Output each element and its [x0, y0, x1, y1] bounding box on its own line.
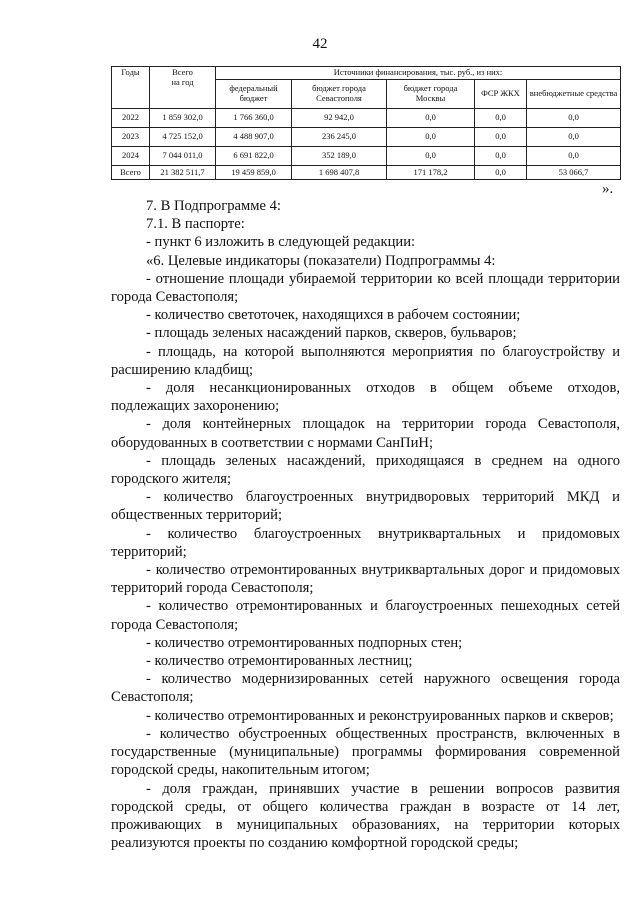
- table-total-row: [112, 166, 621, 180]
- cell-extra: 0,0: [527, 128, 621, 147]
- cell-extra: 0,0: [527, 109, 621, 128]
- paragraph: - доля контейнерных площадок на территории города Севастополя, оборудованных в соответствии с нормами СанПиН;: [111, 416, 620, 451]
- page-number: 42: [312, 36, 328, 52]
- cell-federal: 6 691 822,0: [216, 147, 292, 166]
- paragraph: - количество модернизированных сетей наружного освещения города Севастополя;: [111, 671, 620, 706]
- cell-federal: 1 766 360,0: [216, 109, 292, 128]
- cell-year: 2023: [112, 128, 150, 147]
- cell-extra: 53 066,7: [527, 166, 621, 180]
- cell-moscow: 0,0: [387, 147, 475, 166]
- table-row: [112, 109, 621, 128]
- cell-sevastopol: 1 698 407,8: [292, 166, 387, 180]
- paragraph: 7.1. В паспорте:: [146, 216, 245, 233]
- cell-year: 2022: [112, 109, 150, 128]
- cell-fsr: 0,0: [475, 147, 527, 166]
- table-header-row: [112, 67, 621, 80]
- cell-sevastopol: 352 189,0: [292, 147, 387, 166]
- paragraph: - количество отремонтированных и реконструированных парков и скверов;: [146, 707, 614, 724]
- subheader-federal: федеральный бюджет: [216, 80, 292, 109]
- cell-year: Всего: [112, 166, 150, 180]
- paragraph: - пункт 6 изложить в следующей редакции:: [146, 234, 416, 251]
- cell-total: 7 044 011,0: [150, 147, 216, 166]
- paragraph: - площадь зеленых насаждений парков, скверов, бульваров;: [146, 325, 517, 342]
- cell-fsr: 0,0: [475, 109, 527, 128]
- document-body: [111, 197, 620, 852]
- cell-total: 1 859 302,0: [150, 109, 216, 128]
- header-total: Всего на год: [150, 67, 216, 109]
- paragraph: - количество благоустроенных внутриквартальных и придомовых территорий;: [111, 525, 620, 560]
- cell-year: 2024: [112, 147, 150, 166]
- table-row: [112, 128, 621, 147]
- financing-table: [111, 66, 621, 180]
- closing-quote: ».: [602, 181, 614, 197]
- header-years: Годы: [112, 67, 150, 109]
- paragraph: - площадь зеленых насаждений, приходящаяся в среднем на одного городского жителя;: [111, 452, 620, 488]
- paragraph: - количество отремонтированных и благоустроенных пешеходных сетей города Севастополя;: [111, 598, 620, 633]
- paragraph: - количество обустроенных общественных пространств, включенных в государственные (муниципальные) программы формирования современной городской среды, накопительным итогом;: [111, 725, 620, 779]
- paragraph: - площадь, на которой выполняются мероприятия по благоустройству и расширению кладбищ;: [111, 343, 620, 378]
- cell-total: 21 382 511,7: [150, 166, 216, 180]
- paragraph: - количество светоточек, находящихся в рабочем состоянии;: [146, 307, 521, 324]
- subheader-sevastopol: бюджет города Севастополя: [292, 80, 387, 109]
- subheader-fsr: ФСР ЖКХ: [475, 80, 527, 109]
- cell-federal: 19 459 859,0: [216, 166, 292, 180]
- paragraph: 7. В Подпрограмме 4:: [146, 198, 281, 214]
- cell-fsr: 0,0: [475, 166, 527, 180]
- cell-fsr: 0,0: [475, 128, 527, 147]
- cell-sevastopol: 236 245,0: [292, 128, 387, 147]
- table-row: [112, 147, 621, 166]
- header-sources: Источники финансирования, тыс. руб., из них:: [216, 67, 621, 80]
- cell-moscow: 171 178,2: [387, 166, 475, 180]
- paragraph: «6. Целевые индикаторы (показатели) Подпрограммы 4:: [146, 252, 496, 269]
- cell-sevastopol: 92 942,0: [292, 109, 387, 128]
- paragraph: - количество благоустроенных внутридворовых территорий МКД и общественных территорий;: [111, 489, 620, 524]
- cell-federal: 4 488 907,0: [216, 128, 292, 147]
- cell-moscow: 0,0: [387, 109, 475, 128]
- paragraph: - количество отремонтированных внутриквартальных дорог и придомовых территорий города Севастополя;: [111, 562, 620, 597]
- subheader-moscow: бюджет города Москвы: [387, 80, 475, 109]
- paragraph: - количество отремонтированных лестниц;: [146, 653, 413, 670]
- paragraph: - отношение площади убираемой территории ко всей площади территории города Севастополя;: [111, 270, 620, 306]
- paragraph: - доля несанкционированных отходов в общем объеме отходов, подлежащих захоронению;: [111, 380, 620, 415]
- cell-extra: 0,0: [527, 147, 621, 166]
- cell-total: 4 725 152,0: [150, 128, 216, 147]
- subheader-extra: внебюджетные средства: [527, 80, 621, 109]
- paragraph: - доля граждан, принявших участие в решении вопросов развития городской среды, от общего количества граждан в возрасте от 14 лет, проживающих в муниципальных образованиях, на территории которых реализуются проекты по созданию комфортной городской среды;: [111, 780, 620, 852]
- paragraph: - количество отремонтированных подпорных стен;: [146, 634, 463, 651]
- cell-moscow: 0,0: [387, 128, 475, 147]
